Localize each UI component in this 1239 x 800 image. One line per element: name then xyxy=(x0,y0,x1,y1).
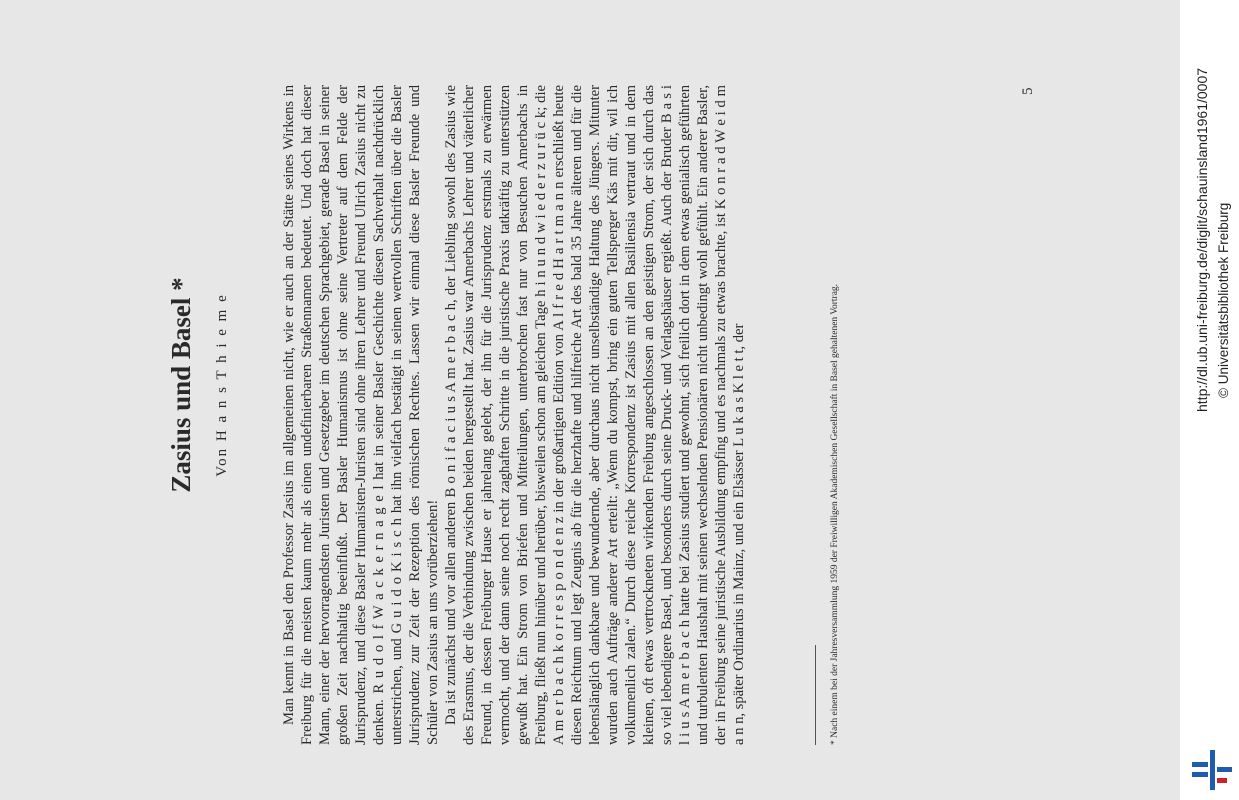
footnote: * Nach einem bei der Jahresversammlung 1959 der Freiwilligen Akademischen Gesellschaft in Basel gehaltenen Vortrag. xyxy=(830,283,840,745)
source-url-link[interactable]: http://dl.ub.uni-freiburg.de/diglit/schauinsland1961/0007 xyxy=(1194,67,1210,412)
footnote-divider xyxy=(815,645,816,745)
copyright-notice: © Universitätsbibliothek Freiburg xyxy=(1216,202,1231,398)
page-number: 5 xyxy=(1020,87,1036,95)
paragraph-1: Man kennt in Basel den Professor Zasius im allgemeinen nicht, wie er auch an der Stätte seines Wirkens in Freiburg für die meisten kaum mehr als einen undefinierbaren Straßennamen bedeutet. Und doch hat dieser Mann, einer der hervorragendsten Juristen und Gesetzgeber im deutschen Sprachgebiet, gerade Basel in seiner großen Zeit nachhaltig beeinflußt. Der Basler Humanismus ist ohne seine Vertreter auf dem Felde der Jurisprudenz, und diese Basler Humanisten-Juristen sind ohne ihren Lehrer und Freund Ulrich Zasius nicht zu denken. R u d o l f W a c k e r n a g e l hat in seiner Basler Geschichte diesen Sachverhalt nachdrücklich unterstrichen, und G u i d o K i s c h hat ihn vielfach bestätigt in seinen wertvollen Schriften über die Basler Jurisprudenz zur Zeit der Rezeption des römischen Rechtes. Lassen wir einmal diese Basler Freunde und Schüler von Zasius an uns vorüberziehen! xyxy=(281,85,441,745)
article-author: Von H a n s T h i e m e xyxy=(214,293,230,477)
article-title: Zasius und Basel * xyxy=(166,277,196,493)
paragraph-2: Da ist zunächst und vor allen anderen B o n i f a c i u s A m e r b a c h, der Liebling sowohl des Zasius wie des Erasmus, der die Verbindung zwischen beiden hergestellt hat. Zasius war Amerbachs Lehrer und väterlicher Freund, in dessen Freiburger Hause er jahrelang gelebt, der ihn für die Jurisprudenz erstmals zu erwärmen vermocht, und der dann seine noch recht zaghaften Schritte in die juristische Praxis tatkräftig zu unterstützen gewußt hat. Ein Strom von Briefen und Mitteilungen, unterbrochen fast nur von Besuchen Amerbachs in Freiburg, fließt nun hinüber und herüber, bisweilen schon am gleichen Tage h i n u n d w i e d e r z u r ü c k; die A m e r b a c h k o r r e s p o n d e n z in der großartigen Edition von A l f r e d H a r t m a n n erschließt heute diesen Reichtum und legt Zeugnis ab für die herzhafte und hilfreiche Art des bald 35 Jahre älteren und für die lebenslänglich dankbare und bewundernde, aber durchaus nicht unselbständige Haltung des Jüngers. Mitunter wurden auch Aufträge anderer Art erteilt: „Wenn du kompst, bring ein guten Tellsperger Käs mit dir, wil ich volkumenlich zalen.“ Durch diese reiche Korrespondenz ist Zasius mit allen Basiliensia vertraut und in dem kleinen, oft etwas vertrockneten wirkenden Freiburg angeschlossen an den geistigen Strom, der sich durch das so viel lebendigere Basel, und besonders durch seine Druck- und Verlagshäuser ergießt. Auch der Bruder B a s i l i u s A m e r b a c h hatte bei Zasius studiert und gewohnt, sich freilich dort in dem etwas genialisch geführten und turbulenten Haushalt mit seinen wechselnden Pensionären nicht unbedingt wohl gefühlt. Ein anderer Basler, der in Freiburg seine juristische Ausbildung empfing und es nachmals zu etwas brachte, ist K o n r a d W e i d m a n n, später Ordinarius in Mainz, und ein Elsässer L u k a s K l e t t, der xyxy=(443,85,747,745)
rotated-page-content xyxy=(160,25,1060,745)
article-body xyxy=(280,85,748,745)
library-logo-icon xyxy=(1190,748,1234,792)
